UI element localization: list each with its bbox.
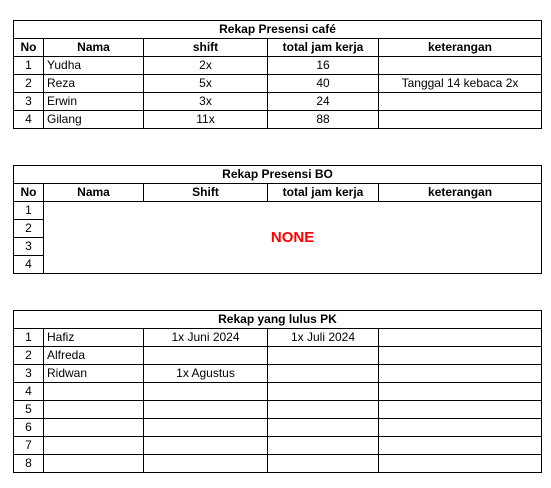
table-header-row bbox=[14, 184, 542, 202]
table-row bbox=[14, 57, 542, 75]
row-col-1[interactable]: 1x Juni 2024 bbox=[144, 329, 268, 347]
row-nama[interactable]: Alfreda bbox=[44, 347, 144, 365]
row-col-2[interactable] bbox=[268, 347, 379, 365]
row-nama[interactable]: Ridwan bbox=[44, 365, 144, 383]
row-col-3[interactable] bbox=[379, 419, 542, 437]
row-nama[interactable] bbox=[44, 383, 144, 401]
row-col-2[interactable] bbox=[268, 419, 379, 437]
row-no[interactable]: 2 bbox=[14, 347, 44, 365]
row-col-3[interactable] bbox=[379, 347, 542, 365]
row-nama[interactable]: Hafiz bbox=[44, 329, 144, 347]
header-keterangan[interactable]: keterangan bbox=[379, 39, 542, 57]
table-title-row bbox=[14, 21, 542, 39]
header-no[interactable]: No bbox=[14, 184, 44, 202]
row-col-3[interactable] bbox=[379, 329, 542, 347]
cafe-attendance-table bbox=[13, 20, 542, 129]
row-col-3[interactable] bbox=[379, 455, 542, 473]
row-col-2[interactable] bbox=[268, 455, 379, 473]
row-no[interactable]: 7 bbox=[14, 437, 44, 455]
row-col-1[interactable] bbox=[144, 437, 268, 455]
row-nama[interactable] bbox=[44, 401, 144, 419]
table-row bbox=[14, 111, 542, 129]
row-total-jam[interactable]: 24 bbox=[268, 93, 379, 111]
bo-attendance-table bbox=[13, 165, 542, 274]
row-col-2[interactable]: 1x Juli 2024 bbox=[268, 329, 379, 347]
row-total-jam[interactable]: 88 bbox=[268, 111, 379, 129]
table-row bbox=[14, 437, 542, 455]
header-total-jam[interactable]: total jam kerja bbox=[268, 39, 379, 57]
row-shift[interactable]: 5x bbox=[144, 75, 268, 93]
none-note[interactable]: NONE bbox=[44, 202, 542, 274]
row-col-1[interactable] bbox=[144, 383, 268, 401]
table-row bbox=[14, 455, 542, 473]
table-row bbox=[14, 365, 542, 383]
table-row bbox=[14, 383, 542, 401]
table-row bbox=[14, 202, 542, 220]
row-no[interactable]: 4 bbox=[14, 383, 44, 401]
table-row bbox=[14, 347, 542, 365]
row-no[interactable]: 3 bbox=[14, 365, 44, 383]
cafe-table-title[interactable]: Rekap Presensi café bbox=[14, 21, 542, 39]
row-nama[interactable]: Yudha bbox=[44, 57, 144, 75]
row-nama[interactable] bbox=[44, 455, 144, 473]
row-col-3[interactable] bbox=[379, 401, 542, 419]
row-no[interactable]: 2 bbox=[14, 220, 44, 238]
header-nama[interactable]: Nama bbox=[44, 39, 144, 57]
row-keterangan[interactable]: Tanggal 14 kebaca 2x bbox=[379, 75, 542, 93]
row-no[interactable]: 3 bbox=[14, 238, 44, 256]
table-row bbox=[14, 75, 542, 93]
row-nama[interactable] bbox=[44, 419, 144, 437]
row-no[interactable]: 6 bbox=[14, 419, 44, 437]
header-shift[interactable]: shift bbox=[144, 39, 268, 57]
pk-table-title[interactable]: Rekap yang lulus PK bbox=[14, 311, 542, 329]
row-total-jam[interactable]: 40 bbox=[268, 75, 379, 93]
table-row bbox=[14, 93, 542, 111]
row-keterangan[interactable] bbox=[379, 111, 542, 129]
row-no[interactable]: 1 bbox=[14, 202, 44, 220]
header-nama[interactable]: Nama bbox=[44, 184, 144, 202]
header-keterangan[interactable]: keterangan bbox=[379, 184, 542, 202]
row-col-1[interactable] bbox=[144, 401, 268, 419]
row-total-jam[interactable]: 16 bbox=[268, 57, 379, 75]
row-no[interactable]: 5 bbox=[14, 401, 44, 419]
row-no[interactable]: 4 bbox=[14, 111, 44, 129]
row-keterangan[interactable] bbox=[379, 57, 542, 75]
row-col-1[interactable]: 1x Agustus bbox=[144, 365, 268, 383]
header-no[interactable]: No bbox=[14, 39, 44, 57]
row-no[interactable]: 1 bbox=[14, 329, 44, 347]
row-no[interactable]: 3 bbox=[14, 93, 44, 111]
row-col-1[interactable] bbox=[144, 419, 268, 437]
pk-passed-table bbox=[13, 310, 542, 473]
table-header-row bbox=[14, 39, 542, 57]
bo-table-title[interactable]: Rekap Presensi BO bbox=[14, 166, 542, 184]
row-col-2[interactable] bbox=[268, 365, 379, 383]
row-nama[interactable] bbox=[44, 437, 144, 455]
row-col-2[interactable] bbox=[268, 437, 379, 455]
row-no[interactable]: 2 bbox=[14, 75, 44, 93]
row-shift[interactable]: 2x bbox=[144, 57, 268, 75]
row-col-2[interactable] bbox=[268, 401, 379, 419]
table-row bbox=[14, 401, 542, 419]
row-shift[interactable]: 3x bbox=[144, 93, 268, 111]
row-nama[interactable]: Reza bbox=[44, 75, 144, 93]
row-col-2[interactable] bbox=[268, 383, 379, 401]
table-row bbox=[14, 419, 542, 437]
row-col-1[interactable] bbox=[144, 347, 268, 365]
header-total-jam[interactable]: total jam kerja bbox=[268, 184, 379, 202]
row-nama[interactable]: Gilang bbox=[44, 111, 144, 129]
row-col-3[interactable] bbox=[379, 383, 542, 401]
row-col-1[interactable] bbox=[144, 455, 268, 473]
row-no[interactable]: 8 bbox=[14, 455, 44, 473]
table-title-row bbox=[14, 166, 542, 184]
row-nama[interactable]: Erwin bbox=[44, 93, 144, 111]
row-shift[interactable]: 11x bbox=[144, 111, 268, 129]
row-no[interactable]: 4 bbox=[14, 256, 44, 274]
row-no[interactable]: 1 bbox=[14, 57, 44, 75]
row-keterangan[interactable] bbox=[379, 93, 542, 111]
table-row bbox=[14, 329, 542, 347]
row-col-3[interactable] bbox=[379, 365, 542, 383]
table-title-row bbox=[14, 311, 542, 329]
row-col-3[interactable] bbox=[379, 437, 542, 455]
header-shift[interactable]: Shift bbox=[144, 184, 268, 202]
